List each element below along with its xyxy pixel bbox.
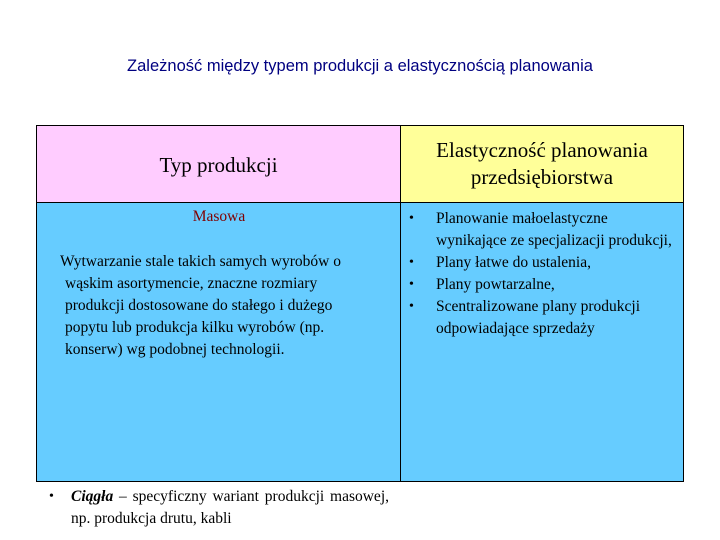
bullet-icon: • [49,489,54,504]
bullet-icon: • [409,277,414,292]
bullet-icon: • [409,299,414,314]
masowa-description [60,251,389,361]
flexibility-list [409,208,679,340]
ciagla-description: – specyficzny wariant produkcji masowej, np. produkcja drutu, kabli [71,488,389,527]
bullet-icon: • [409,211,414,226]
list-item-text: Plany powtarzalne, [436,276,555,293]
masowa-line: produkcji dostosowane do stałego i dużego [65,297,333,314]
header-right-line2: przedsiębiorstwa [470,165,614,189]
masowa-line: konserw) wg podobnej technologii. [65,341,285,358]
slide-title: Zależność między typem produkcji a elastycznością planowania [127,57,593,75]
list-item [409,252,679,274]
masowa-line: popytu lub produkcja kilku wyrobów (np. [65,319,325,336]
header-production-type: Typ produkcji [37,126,401,203]
header-right-line1: Elastyczność planowania [436,138,648,162]
list-item-text: Scentralizowane plany produkcji odpowiadające sprzedaży [436,298,641,337]
production-flexibility-table [36,125,684,527]
planning-flexibility-cell [401,203,683,481]
list-item-text: Planowanie małoelastyczne wynikające ze specjalizacji produkcji, [436,210,672,249]
ciagla-term: Ciągła [71,488,114,505]
list-item [409,296,679,340]
bullet-icon: • [409,255,414,270]
list-item [409,208,679,252]
production-type-cell [37,203,401,527]
masowa-line: wąskim asortymencie, znaczne rozmiary [65,275,318,292]
list-item [409,274,679,296]
ciagla-item [49,486,389,530]
masowa-label: Masowa [192,208,246,225]
header-planning-flexibility [401,126,683,203]
list-item-text: Plany łatwe do ustalenia, [436,254,591,271]
masowa-line: Wytwarzanie stale takich samych wyrobów o [60,253,341,270]
